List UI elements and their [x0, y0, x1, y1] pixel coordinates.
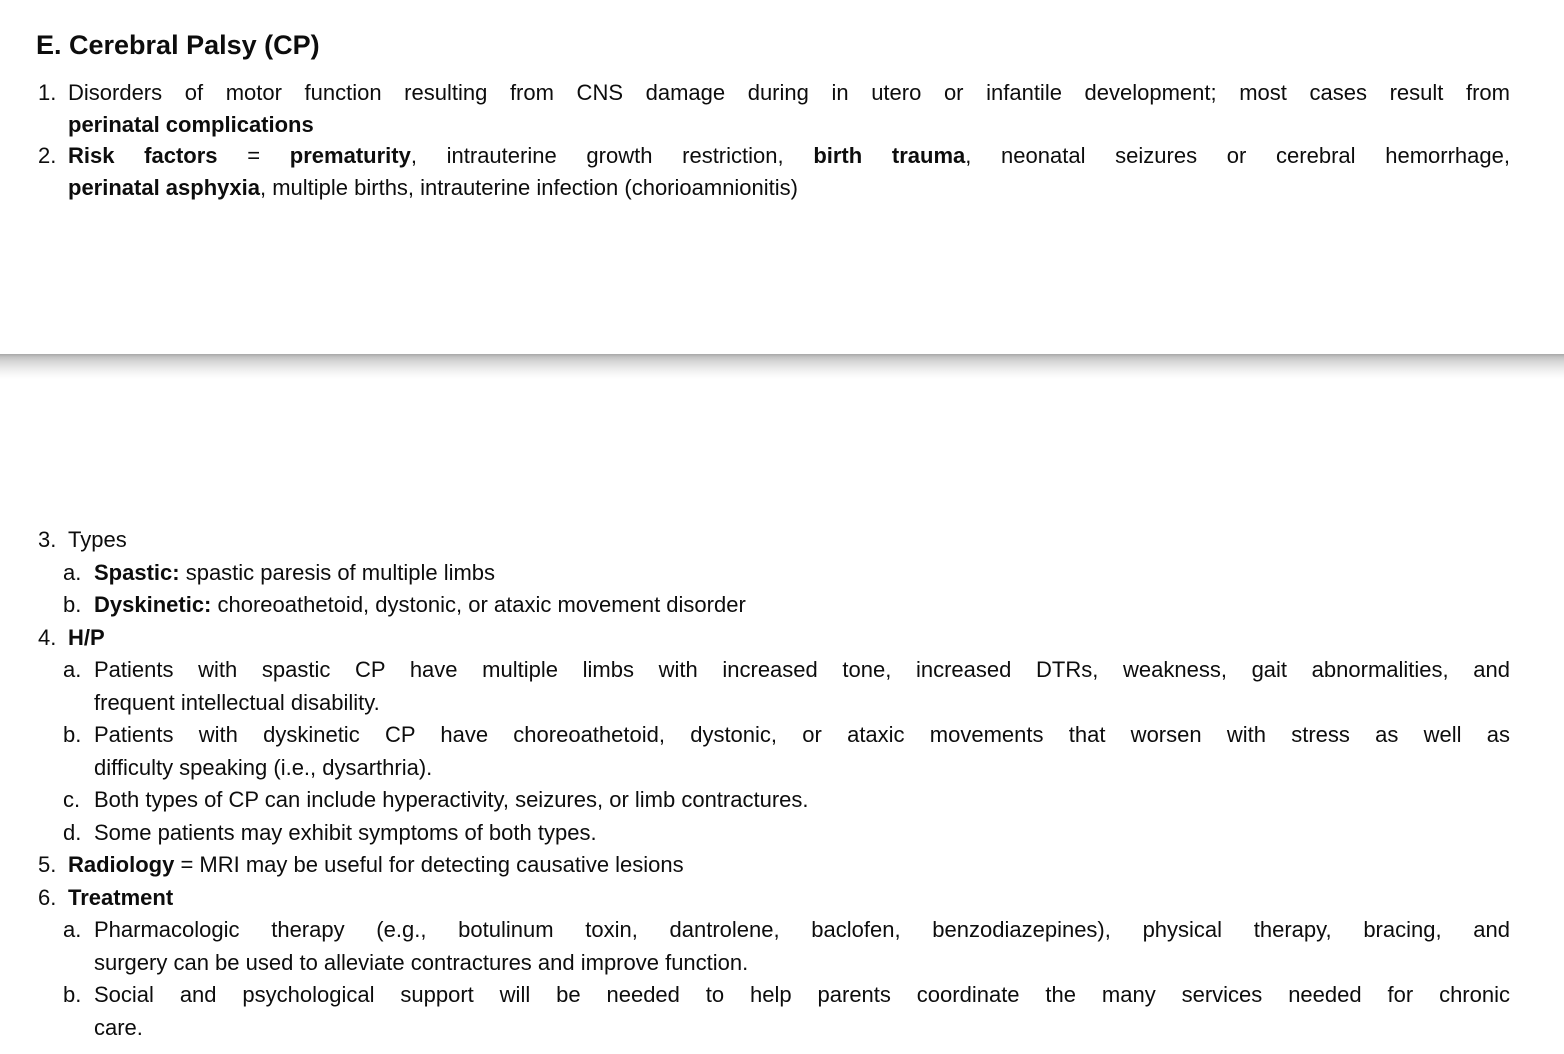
- text-segment: Pharmacologic therapy (e.g., botulinum toxin, dantrolene, baclofen, benzodiazepines), physical therapy, bracing, and: [94, 917, 1510, 942]
- text-segment: Patients with spastic CP have multiple limbs with increased tone, increased DTRs, weakness, gait abnormalities, and: [94, 657, 1510, 682]
- text-line: [94, 654, 1510, 687]
- sub-item-b: [63, 719, 1510, 784]
- bold-segment: Risk factors: [68, 143, 218, 168]
- text-line: [94, 979, 1510, 1012]
- list-item-2: [0, 140, 1510, 203]
- list-item-5: [0, 849, 1510, 882]
- text-segment: difficulty speaking (i.e., dysarthria).: [94, 754, 433, 780]
- text-line: [68, 524, 1510, 557]
- list-marker: a.: [63, 559, 82, 585]
- text-segment: =: [217, 143, 290, 168]
- text-segment: , intrauterine growth restriction,: [410, 143, 814, 168]
- bold-segment: Radiology: [68, 852, 175, 877]
- text-segment: care.: [94, 1014, 143, 1040]
- text-line: [94, 784, 1510, 817]
- list-block-bottom: [0, 524, 1510, 1044]
- sub-item-b: [63, 979, 1510, 1044]
- text-line: [94, 914, 1510, 947]
- text-segment: Types: [68, 527, 127, 552]
- text-line: [94, 1012, 1510, 1045]
- text-line: [94, 817, 1510, 850]
- sub-item-d: [63, 817, 1510, 850]
- list-marker: 6.: [38, 884, 57, 910]
- text-line: [94, 719, 1510, 752]
- text-segment: , multiple births, intrauterine infection (chorioamnionitis): [259, 174, 798, 200]
- bold-segment: Spastic:: [94, 559, 180, 585]
- section-heading: E. Cerebral Palsy (CP): [36, 30, 320, 60]
- list-marker: 1.: [38, 80, 57, 105]
- bold-segment: birth trauma: [813, 143, 966, 168]
- text-segment: Social and psychological support will be needed to help parents coordinate the many services needed for chronic: [94, 982, 1510, 1007]
- text-line: [94, 557, 1510, 590]
- bold-segment: perinatal asphyxia: [68, 174, 260, 200]
- text-segment: spastic paresis of multiple limbs: [179, 559, 496, 585]
- bold-segment: perinatal complications: [68, 111, 314, 137]
- list-block-top: [0, 77, 1510, 203]
- list-item-4: [0, 622, 1510, 850]
- list-marker: 5.: [38, 852, 57, 877]
- text-line: [68, 172, 1510, 204]
- sub-item-b: [63, 589, 1510, 622]
- list-marker: b.: [63, 592, 82, 617]
- text-segment: , neonatal seizures or cerebral hemorrhage,: [965, 143, 1510, 168]
- text-segment: Disorders of motor function resulting from CNS damage during in utero or infantile development; most cases result from: [68, 80, 1510, 105]
- bold-segment: H/P: [68, 624, 105, 650]
- list-marker: 2.: [38, 143, 57, 168]
- list-item-1: [0, 77, 1510, 140]
- list-marker: b.: [63, 722, 82, 747]
- list-marker: a.: [63, 917, 82, 942]
- text-line: [68, 849, 1510, 882]
- text-line: [68, 882, 1510, 915]
- text-line: [68, 140, 1510, 172]
- text-segment: = MRI may be useful for detecting causative lesions: [174, 852, 684, 877]
- text-line: [94, 947, 1510, 980]
- text-line: [68, 77, 1510, 109]
- page-break-separator: [0, 354, 1564, 379]
- list-marker: 4.: [38, 624, 57, 650]
- list-marker: a.: [63, 657, 82, 682]
- list-marker: 3.: [38, 527, 57, 552]
- list-item-6: [0, 882, 1510, 1045]
- text-segment: Patients with dyskinetic CP have choreoathetoid, dystonic, or ataxic movements that worsen with stress as well as: [94, 722, 1510, 747]
- text-line: [68, 622, 1510, 655]
- text-line: [94, 687, 1510, 720]
- list-marker: b.: [63, 982, 82, 1007]
- text-segment: Both types of CP can include hyperactivity, seizures, or limb contractures.: [94, 787, 809, 812]
- text-line: [94, 752, 1510, 785]
- list-marker: d.: [63, 819, 82, 845]
- sub-item-a: [63, 654, 1510, 719]
- list-marker: c.: [63, 787, 81, 812]
- text-segment: surgery can be used to alleviate contractures and improve function.: [94, 949, 749, 975]
- bold-segment: prematurity: [289, 143, 411, 168]
- text-line: [68, 109, 1510, 141]
- bold-segment: Dyskinetic:: [94, 592, 212, 617]
- text-segment: Some patients may exhibit symptoms of both types.: [94, 819, 597, 845]
- list-item-3: [0, 524, 1510, 622]
- text-segment: frequent intellectual disability.: [94, 689, 380, 715]
- text-line: [94, 589, 1510, 622]
- sub-item-c: [63, 784, 1510, 817]
- sub-item-a: [63, 914, 1510, 979]
- sub-item-a: [63, 557, 1510, 590]
- bold-segment: Treatment: [68, 884, 174, 910]
- text-segment: choreoathetoid, dystonic, or ataxic movement disorder: [211, 592, 746, 617]
